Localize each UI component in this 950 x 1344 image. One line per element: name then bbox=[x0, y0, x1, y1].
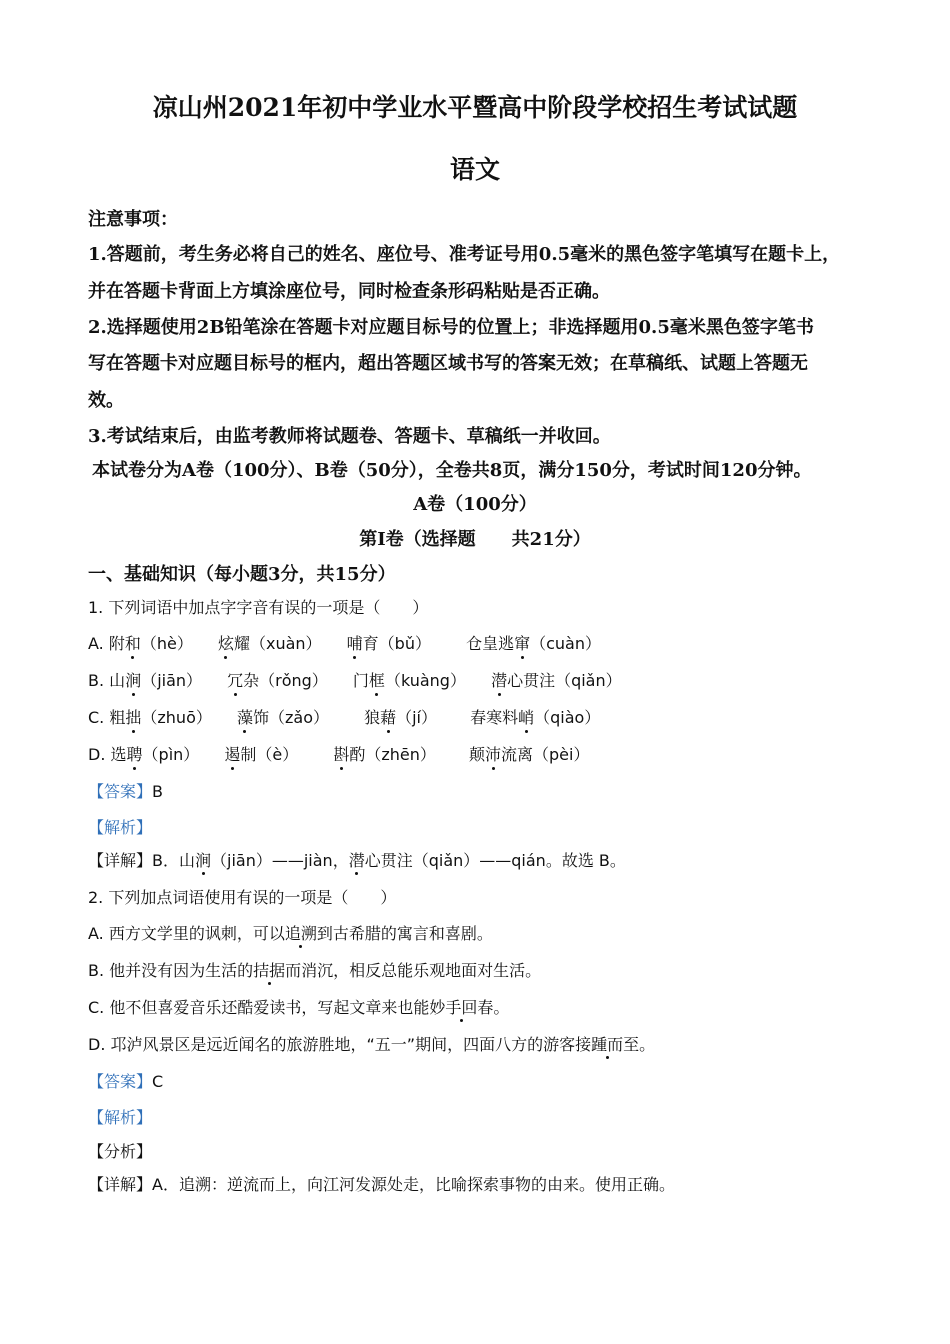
notice-heading: 注意事项： bbox=[88, 209, 178, 230]
q2-stem: 2. 下列加点词语使用有误的一项是（ ） bbox=[88, 888, 397, 907]
notice-line-5: 效。 bbox=[88, 390, 124, 411]
q1-option-b: B. 山涧（jiān） 冗杂（rǒng） 门框（kuàng） 潜心贯注（qiǎn） bbox=[88, 668, 622, 691]
dotted-char: 窜 bbox=[514, 631, 530, 654]
notice-line-7: 本试卷分为A卷（100分）、B卷（50分），全卷共8页，满分150分，考试时间120分钟。 bbox=[92, 460, 812, 481]
dotted-char: 遏 bbox=[224, 742, 240, 765]
notice-line-6: 3.考试结束后，由监考教师将试题卷、答题卡、草稿纸一并收回。 bbox=[88, 426, 611, 447]
q2-analysis-tag: 【解析】 bbox=[88, 1108, 153, 1127]
q2-option-d: D. 邛泸风景区是远近闻名的旅游胜地，“五一”期间，四面八方的游客接踵而至。 bbox=[88, 1035, 656, 1054]
dotted-char: 沛 bbox=[485, 742, 501, 765]
subject-title: 语文 bbox=[449, 155, 500, 184]
part-one-heading: 第Ⅰ卷（选择题 共21分） bbox=[359, 529, 591, 550]
dotted-char: 涧 bbox=[125, 668, 141, 691]
detail-tag: 【详解】 bbox=[88, 851, 153, 870]
section-one-heading: 一、基础知识（每小题3分，共15分） bbox=[88, 564, 396, 585]
answer-tag: 【答案】 bbox=[88, 782, 153, 801]
dotted-word: 追溯 bbox=[284, 924, 317, 943]
dotted-word: 妙手回春 bbox=[429, 998, 494, 1017]
dotted-char: 拙 bbox=[125, 705, 141, 728]
option-label: A. bbox=[88, 634, 104, 653]
notice-line-3: 2.选择题使用2B铅笔涂在答题卡对应题目标号的位置上；非选择题用0.5毫米黑色签字笔书 bbox=[88, 317, 814, 338]
q1-detail: 【详解】B．山涧（jiān）——jiàn，潜心贯注（qiǎn）——qián。故选 B。 bbox=[88, 851, 626, 870]
dotted-char: 斟 bbox=[333, 742, 349, 765]
dotted-char: 炫 bbox=[218, 631, 234, 654]
page-title: 凉山州2021年初中学业水平暨高中阶段学校招生考试试题 bbox=[152, 93, 798, 122]
q2-option-a: A. 西方文学里的讽刺，可以追溯到古希腊的寓言和喜剧。 bbox=[88, 924, 493, 943]
dotted-char: 聘 bbox=[127, 742, 143, 765]
dotted-char: 峭 bbox=[518, 705, 534, 728]
dotted-char: 潜 bbox=[491, 668, 507, 691]
q2-option-b: B. 他并没有因为生活的拮据而消沉，相反总能乐观地面对生活。 bbox=[88, 961, 542, 980]
q2-analysis2-tag: 【分析】 bbox=[88, 1142, 153, 1161]
answer-tag: 【答案】 bbox=[88, 1072, 153, 1091]
dotted-char: 哺 bbox=[347, 631, 363, 654]
dotted-word: 接踵而至 bbox=[575, 1035, 640, 1054]
dotted-char: 藻 bbox=[237, 705, 253, 728]
q2-answer bbox=[88, 1069, 163, 1092]
q1-option-a: A. 附和（hè） 炫耀（xuàn） 哺育（bǔ） 仓皇逃窜（cuàn） bbox=[88, 631, 601, 654]
q2-detail: 【详解】A．追溯：逆流而上，向江河发源处走，比喻探索事物的由来。使用正确。 bbox=[88, 1175, 675, 1194]
dotted-char: 冗 bbox=[227, 668, 243, 691]
option-label: D. bbox=[88, 745, 106, 764]
notice-line-4: 写在答题卡对应题目标号的框内，超出答题区域书写的答案无效；在草稿纸、试题上答题无 bbox=[88, 353, 808, 374]
dotted-char: 框 bbox=[369, 668, 385, 691]
q1-stem: 1. 下列词语中加点字字音有误的一项是（ ） bbox=[88, 598, 429, 617]
option-label: C. bbox=[88, 708, 105, 727]
volume-a-heading: A卷（100分） bbox=[413, 494, 537, 515]
dotted-word: 拮据 bbox=[253, 961, 286, 980]
q1-answer bbox=[88, 779, 163, 802]
answer-value: C bbox=[152, 1072, 164, 1091]
notice-line-1: 1.答题前，考生务必将自己的姓名、座位号、准考证号用0.5毫米的黑色签字笔填写在题卡上， bbox=[88, 244, 841, 265]
dotted-char: 涧 bbox=[195, 851, 212, 870]
q2-option-c: C. 他不但喜爱音乐还酷爱读书，写起文章来也能妙手回春。 bbox=[88, 998, 510, 1017]
q1-option-d: D. 选聘（pìn） 遏制（è） 斟酌（zhēn） 颠沛流离（pèi） bbox=[88, 742, 589, 765]
dotted-char: 藉 bbox=[380, 705, 396, 728]
answer-value: B bbox=[152, 782, 163, 801]
dotted-char: 和 bbox=[125, 631, 141, 654]
option-label: B. bbox=[88, 671, 105, 690]
notice-line-2: 并在答题卡背面上方填涂座位号，同时检查条形码粘贴是否正确。 bbox=[88, 281, 610, 302]
q1-analysis-tag: 【解析】 bbox=[88, 818, 153, 837]
dotted-char: 潜 bbox=[348, 851, 365, 870]
q1-option-c: C. 粗拙（zhuō） 藻饰（zǎo） 狼藉（jí） 春寒料峭（qiào） bbox=[88, 705, 600, 728]
